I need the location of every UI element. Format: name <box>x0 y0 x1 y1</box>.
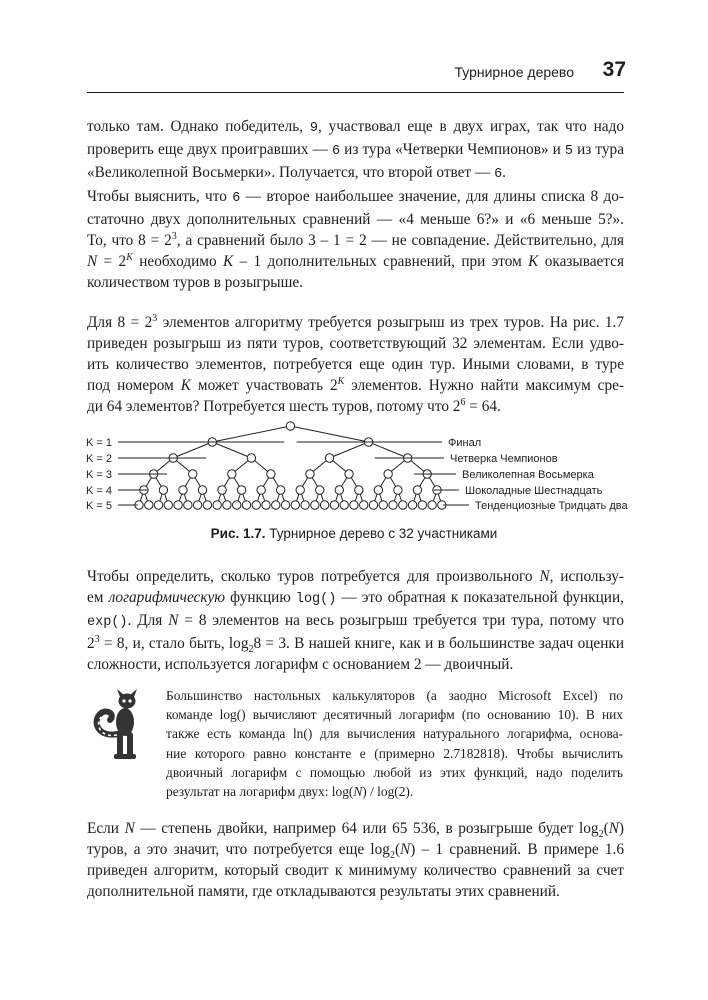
tree-edge <box>173 442 212 458</box>
note-line-4: ние которого равно константе e (примерно 2.7182818). Чтобы вычислить <box>166 745 623 761</box>
p4-line-4: $2^3 = 8$, и, стало быть, $\log_28 = 3$. В нашей книге, как и в большинстве задач оценки <box>87 633 625 656</box>
p2-line-5: количеством туров в розыгрыше. <box>87 274 303 291</box>
level-label: K = 5 <box>86 500 112 512</box>
p4-line-5: сложности, используется логарифм с основанием 2 — двоичный. <box>87 656 514 673</box>
p3-line-5: ди 64 элементов? Потребуется шесть туров, потому что $2^6 = 64$. <box>87 396 501 415</box>
tree-node <box>213 501 221 509</box>
tree-node <box>291 501 299 509</box>
p3-line-2: приведен розыгрыш из пяти туров, соответствующий 32 элементам. Если удво- <box>87 335 624 352</box>
paragraph-5 <box>87 818 624 902</box>
tree-node <box>233 501 241 509</box>
paragraph-4 <box>87 566 624 675</box>
level-label: K = 3 <box>86 469 112 481</box>
p2-line-3: То, что $8 = 2^3$, а сравнений было 3 – 1 = 2 — не совпадение. Действительно, для <box>87 230 624 249</box>
page-number: 37 <box>602 58 626 81</box>
round-name-label: Тенденциозные Тридцать два <box>475 500 628 512</box>
tree-edge <box>212 442 251 458</box>
tree-node <box>262 501 270 509</box>
page-header <box>0 0 708 100</box>
p2-line-2: статочно двух дополнительных сравнений — «4 меньше 6?» и «6 меньше 5?». <box>87 211 624 228</box>
p4-line-3: exp(). Для N = 8 элементов на весь розыгрыш требуется три тура, потому что <box>87 612 625 630</box>
tree-node <box>301 501 309 509</box>
round-name-label: Финал <box>448 437 482 449</box>
p5-line-1: Если N — степень двойки, например 64 или 65 536, в розыгрыше будет $\log_2(N)$ <box>87 820 624 841</box>
round-name-label: Четверка Чемпионов <box>450 453 558 465</box>
level-label: K = 4 <box>86 485 112 497</box>
tree-node <box>242 501 250 509</box>
figure-caption-label: Рис. 1.7. <box>210 526 266 541</box>
p3-line-1: Для $8 = 2^3$ элементов алгоритму требуется розыгрыш из трех туров. На рис. 1.7 <box>87 312 624 331</box>
tree-node <box>174 501 182 509</box>
tree-node <box>159 486 167 494</box>
lemur-note-icon <box>90 688 146 768</box>
tree-node <box>340 501 348 509</box>
tree-node <box>399 501 407 509</box>
p2-line-4: $N = 2^K$ необходимо K – 1 дополнительных сравнений, при этом K оказывается <box>87 251 624 270</box>
tree-node <box>267 470 275 478</box>
p1-line-2: проверить еще двух проигравших — 6 из тура «Четверки Чемпионов» и 5 из тура <box>87 141 624 159</box>
tree-node <box>345 470 353 478</box>
note-line-6: результат на логарифм двух: log(N) / log(2). <box>166 784 414 800</box>
running-title: Турнирное дерево <box>454 64 574 80</box>
tree-node <box>218 486 226 494</box>
tree-node <box>335 486 343 494</box>
tree-node <box>276 486 284 494</box>
tree-node <box>316 486 324 494</box>
tree-node <box>360 501 368 509</box>
tree-node <box>320 501 328 509</box>
note-line-5: двоичный логарифм с помощью любой из этих функций, надо поделить <box>166 764 623 780</box>
tree-node <box>428 501 436 509</box>
p5-line-4: дополнительной памяти, где откладываются результаты этих сравнений. <box>87 883 560 900</box>
note-line-3: также есть команда ln() для вычисления натурального логарифма, основа- <box>166 726 623 742</box>
tree-node <box>228 470 236 478</box>
tree-edge <box>330 442 369 458</box>
tree-node <box>330 501 338 509</box>
tree-node <box>369 501 377 509</box>
tree-edge <box>212 426 290 442</box>
tree-node <box>223 501 231 509</box>
tree-node <box>384 470 392 478</box>
p3-line-4: под номером K может участвовать $2^K$ элементов. Нужно найти максимум сре- <box>87 375 625 394</box>
tree-node <box>198 486 206 494</box>
tree-node <box>286 422 294 430</box>
tree-node <box>374 486 382 494</box>
tree-node <box>257 486 265 494</box>
tree-node <box>237 486 245 494</box>
tree-node <box>281 501 289 509</box>
tree-node <box>193 501 201 509</box>
p5-line-3: приведен алгоритм, который сводит к минимуму количество сравнений за счет <box>87 862 624 879</box>
tree-node <box>413 486 421 494</box>
level-label: K = 1 <box>86 437 112 449</box>
tree-node <box>325 454 333 462</box>
round-name-label: Великолепная Восьмерка <box>462 469 594 481</box>
p2-line-1: Чтобы выяснить, что 6 — второе наибольшее значение, для длины списка 8 до- <box>87 188 624 206</box>
figure-caption <box>0 526 708 541</box>
tree-node <box>203 501 211 509</box>
tree-node <box>379 501 387 509</box>
tournament-tree-figure <box>0 414 708 524</box>
p5-line-2: туров, а это значит, что потребуется еще $\log_2(N) - 1$ сравнений. В примере 1.6 <box>87 841 624 862</box>
tree-node <box>350 501 358 509</box>
tree-node <box>272 501 280 509</box>
tree-node <box>189 470 197 478</box>
paragraph-3 <box>87 312 624 417</box>
p4-line-2: ем логарифмическую функцию log() — это обратная к показательной функции, <box>87 589 624 607</box>
level-label: K = 2 <box>86 453 112 465</box>
tree-node <box>296 486 304 494</box>
tree-node <box>306 470 314 478</box>
tree-node <box>355 486 363 494</box>
p1-line-3: «Великолепной Восьмерки». Получается, что второй ответ — 6. <box>87 164 506 182</box>
figure-caption-text: Турнирное дерево с 32 участниками <box>269 526 498 541</box>
tree-node <box>418 501 426 509</box>
p1-line-1: только там. Однако победитель, 9, участвовал еще в двух играх, так что надо <box>87 118 624 136</box>
tree-node <box>184 501 192 509</box>
round-name-label: Шоколадные Шестнадцать <box>465 485 603 497</box>
note-line-2: команде log() вычисляют десятичный логарифм (по основанию 10). В них <box>166 707 623 723</box>
tree-node <box>252 501 260 509</box>
tournament-tree-diagram <box>0 414 708 524</box>
tree-node <box>394 486 402 494</box>
tree-node <box>179 486 187 494</box>
tree-node <box>145 501 153 509</box>
tree-node <box>389 501 397 509</box>
tree-node <box>154 501 162 509</box>
p4-line-1: Чтобы определить, сколько туров потребуется для произвольного N, использу- <box>87 568 624 585</box>
note-callout <box>166 686 623 801</box>
tree-edge <box>290 426 368 442</box>
tree-node <box>408 501 416 509</box>
p3-line-3: ить количество элементов, потребуется еще один тур. Иными словами, в туре <box>87 356 624 373</box>
tree-node <box>164 501 172 509</box>
paragraph-2 <box>87 186 624 293</box>
tree-node <box>311 501 319 509</box>
paragraph-1 <box>87 116 624 185</box>
tree-node <box>247 454 255 462</box>
note-line-1: Большинство настольных калькуляторов (а заодно Microsoft Excel) по <box>166 688 623 703</box>
tree-edge <box>369 442 408 458</box>
header-rule <box>87 92 624 93</box>
